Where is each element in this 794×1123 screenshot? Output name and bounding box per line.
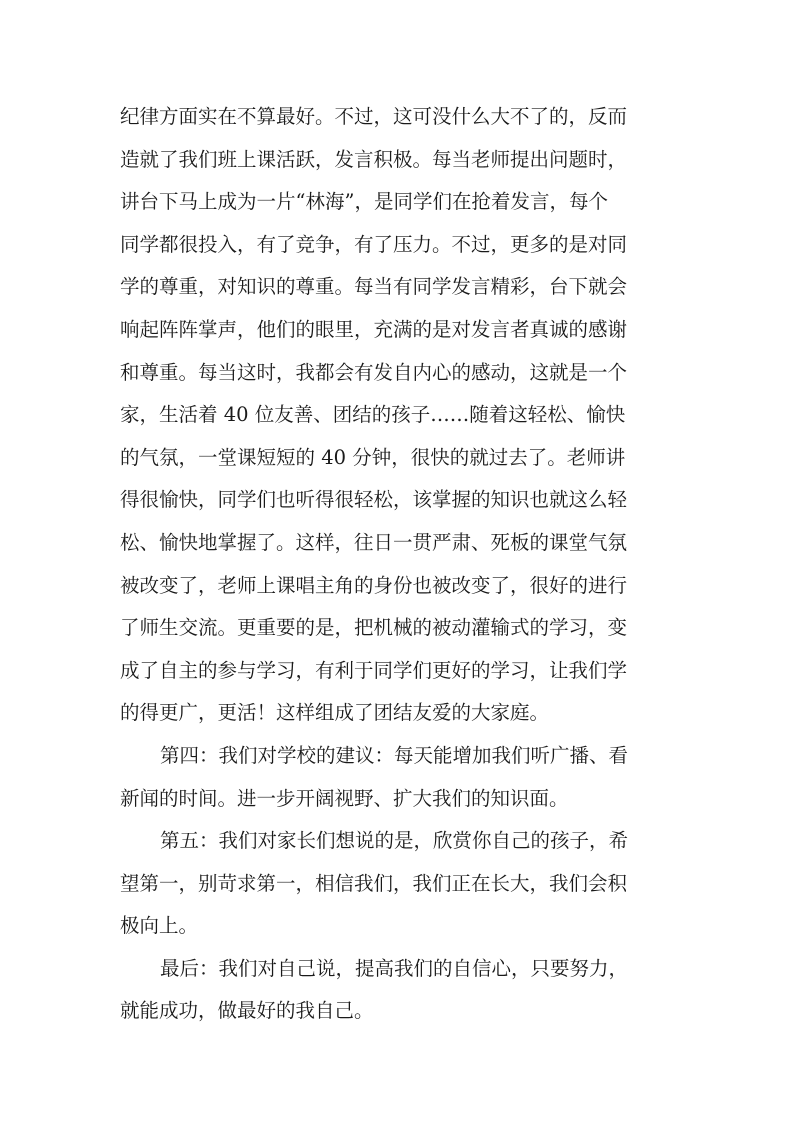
text-line: 和尊重。每当这时，我都会有发自内心的感动，这就是一个 xyxy=(120,360,628,384)
paragraph-5-line: 极向上。 xyxy=(120,914,199,938)
paragraph-final-line: 就能成功，做最好的我自己。 xyxy=(120,999,374,1023)
body-text xyxy=(120,96,690,1033)
text-line: 学的尊重，对知识的尊重。每当有同学发言精彩，台下就会 xyxy=(120,275,628,299)
text-line: 被改变了，老师上课唱主角的身份也被改变了，很好的进行 xyxy=(120,573,628,597)
text-line: 成了自主的参与学习，有利于同学们更好的学习，让我们学 xyxy=(120,658,628,682)
paragraph-4-line: 第四：我们对学校的建议：每天能增加我们听广播、看 xyxy=(160,743,629,767)
text-line: 响起阵阵掌声，他们的眼里，充满的是对发言者真诚的感谢 xyxy=(120,317,628,341)
paragraph-4-line: 新闻的时间。进一步开阔视野、扩大我们的知识面。 xyxy=(120,786,569,810)
text-line: 了师生交流。更重要的是，把机械的被动灌输式的学习，变 xyxy=(120,616,628,640)
text-line: 的得更广，更活！这样组成了团结友爱的大家庭。 xyxy=(120,701,550,725)
text-line: 的气氛，一堂课短短的 40 分钟，很快的就过去了。老师讲 xyxy=(120,445,626,469)
paragraph-5-line: 望第一，别苛求第一，相信我们，我们正在长大，我们会积 xyxy=(120,871,628,895)
text-line: 家，生活着 40 位友善、团结的孩子……随着这轻松、愉快 xyxy=(120,403,626,427)
text-line: 得很愉快，同学们也听得很轻松，该掌握的知识也就这么轻 xyxy=(120,488,628,512)
text-line: 纪律方面实在不算最好。不过，这可没什么大不了的，反而 xyxy=(120,105,628,128)
text-line: 造就了我们班上课活跃，发言积极。每当老师提出问题时， xyxy=(120,147,628,171)
text-line: 同学都很投入，有了竞争，有了压力。不过，更多的是对同 xyxy=(120,232,628,256)
text-line: 松、愉快地掌握了。这样，往日一贯严肃、死板的课堂气氛 xyxy=(120,530,628,554)
text-line: 讲台下马上成为一片“林海”，是同学们在抢着发言，每个 xyxy=(120,190,608,214)
paragraph-5-line: 第五：我们对家长们想说的是，欣赏你自己的孩子，希 xyxy=(160,829,629,853)
paragraph-final-line: 最后：我们对自己说，提高我们的自信心，只要努力， xyxy=(160,956,629,980)
